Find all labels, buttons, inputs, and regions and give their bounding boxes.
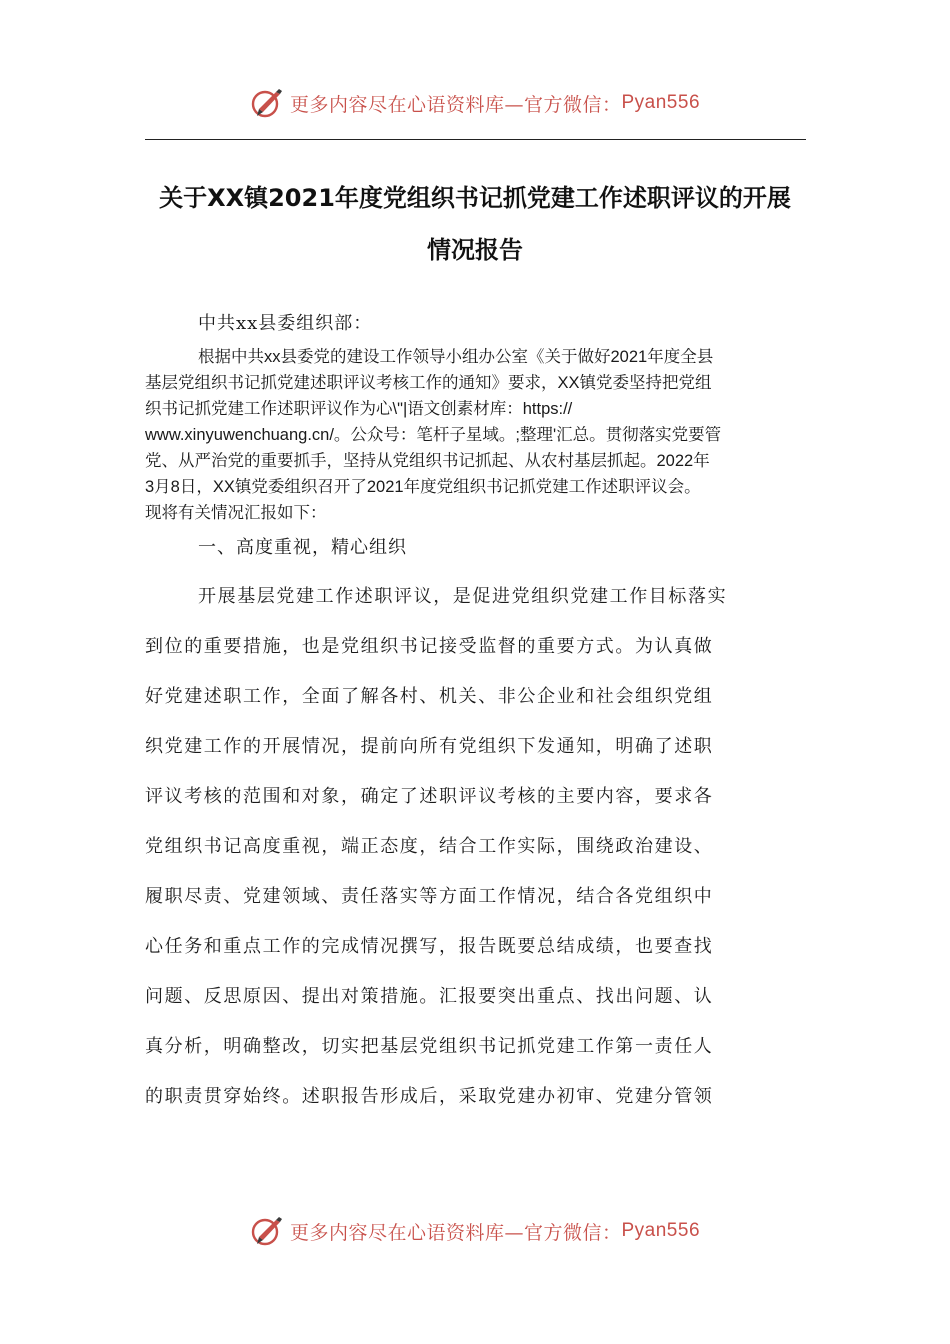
- body-line: 问题、反思原因、提出对策措施。汇报要突出重点、找出问题、认: [145, 986, 714, 1007]
- intro-line: 根据中共xx县委党的建设工作领导小组办公室《关于做好2021年度全县: [198, 348, 714, 366]
- intro-line: 3月8日，XX镇党委组织召开了2021年度党组织书记抓党建工作述职评议会。: [145, 478, 701, 496]
- watermark-wechat-id: Pyan556: [621, 92, 701, 113]
- body-line: 党组织书记高度重视，端正态度，结合工作实际，围绕政治建设、: [145, 836, 714, 857]
- body-line: 好党建述职工作，全面了解各村、机关、非公企业和社会组织党组: [145, 686, 714, 707]
- body-line: 织党建工作的开展情况，提前向所有党组织下发通知，明确了述职: [145, 736, 714, 757]
- pen-logo-icon: [250, 85, 286, 121]
- body-line: 到位的重要措施，也是党组织书记接受监督的重要方式。为认真做: [145, 636, 714, 657]
- body-line: 评议考核的范围和对象，确定了述职评议考核的主要内容，要求各: [145, 786, 714, 807]
- intro-line: 党、从严治党的重要抓手，坚持从党组织书记抓起、从农村基层抓起。2022年: [145, 452, 710, 470]
- body-line: 心任务和重点工作的完成情况撰写，报告既要总结成绩，也要查找: [145, 936, 714, 957]
- intro-line: 现将有关情况汇报如下：: [145, 504, 327, 522]
- footer-watermark: [0, 1211, 950, 1251]
- header-divider: [145, 139, 806, 140]
- watermark-text: 更多内容尽在心语资料库—官方微信：: [289, 93, 622, 116]
- document-title-line-2: 情况报告: [427, 236, 523, 264]
- intro-line: 基层党组织书记抓党建述职评议考核工作的通知》要求，XX镇党委坚持把党组: [145, 374, 712, 392]
- intro-line: 织书记抓党建工作述职评议作为心\"|语文创素材库：https://: [145, 400, 573, 418]
- watermark-wechat-id: Pyan556: [621, 1220, 701, 1241]
- pen-logo-icon: [250, 1213, 286, 1249]
- header-watermark: [0, 83, 950, 123]
- section-heading: 一、高度重视，精心组织: [198, 537, 407, 558]
- body-line: 开展基层党建工作述职评议，是促进党组织党建工作目标落实: [198, 586, 728, 607]
- salutation: 中共xx县委组织部：: [198, 313, 373, 334]
- watermark-text: 更多内容尽在心语资料库—官方微信：: [289, 1221, 622, 1244]
- body-line: 的职责贯穿始终。述职报告形成后，采取党建办初审、党建分管领: [145, 1086, 714, 1107]
- document-title-line-1: 关于XX镇2021年度党组织书记抓党建工作述职评议的开展: [159, 184, 791, 212]
- body-line: 履职尽责、党建领域、责任落实等方面工作情况，结合各党组织中: [145, 886, 714, 907]
- intro-line: www.xinyuwenchuang.cn/。公众号：笔杆子星域。;整理'汇总。贯彻落实党要管: [145, 426, 722, 444]
- body-line: 真分析，明确整改，切实把基层党组织书记抓党建工作第一责任人: [145, 1036, 714, 1057]
